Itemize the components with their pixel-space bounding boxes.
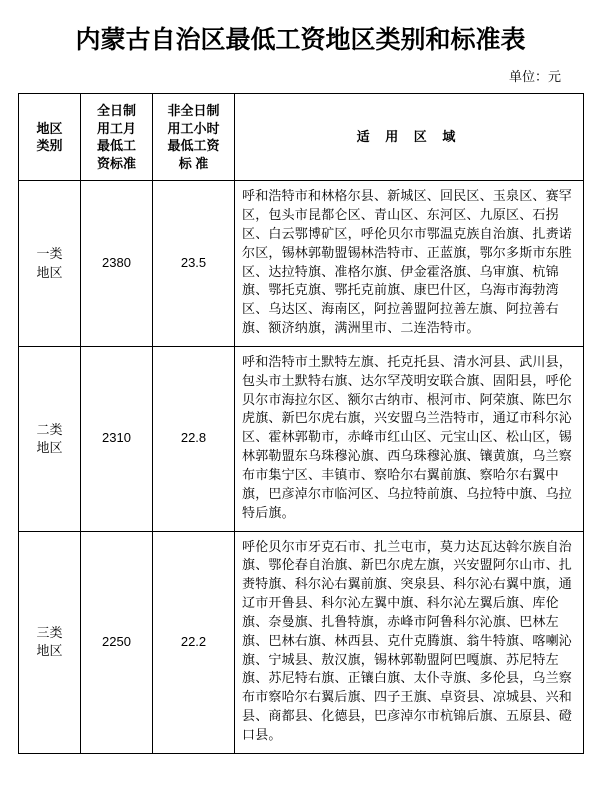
category-line: 地区: [36, 643, 63, 659]
category-line: 二类: [36, 421, 63, 437]
cell-hourly-wage: 22.2: [153, 531, 235, 753]
cell-applicable-area: 呼和浩特市和林格尔县、新城区、回民区、玉泉区、赛罕区，包头市昆都仑区、青山区、东河区、九原区、石拐区、白云鄂博矿区，呼伦贝尔市鄂温克族自治旗、扎赉诺尔区，锡林郭勒盟锡林浩特市、正蓝旗，鄂尔多斯市东胜区、达拉特旗、准格尔旗、伊金霍洛旗、乌审旗、杭锦旗、鄂托克旗、鄂托克前旗、康巴什区，乌海市海勃湾区、乌达区、海南区，阿拉善盟阿拉善左旗、阿拉善右旗、额济纳旗，满洲里市、二连浩特市。: [235, 181, 584, 347]
cell-region-category: [19, 531, 81, 753]
header-line: 用工小时: [167, 120, 220, 136]
header-line: 用工月: [96, 120, 136, 136]
column-header-hourly-minimum-wage: [153, 94, 235, 181]
cell-monthly-wage: 2250: [81, 531, 153, 753]
column-header-monthly-minimum-wage: [81, 94, 153, 181]
column-header-region-category: [19, 94, 81, 181]
header-line: 最低工: [96, 138, 136, 154]
header-line: 标 准: [178, 155, 209, 171]
header-line: 类别: [36, 138, 63, 154]
cell-hourly-wage: 23.5: [153, 181, 235, 347]
cell-monthly-wage: 2310: [81, 346, 153, 531]
category-line: 三类: [36, 624, 63, 640]
cell-hourly-wage: 22.8: [153, 346, 235, 531]
header-line: 全日制: [96, 103, 136, 118]
unit-note: 单位：元: [508, 69, 561, 84]
table-row: [19, 181, 584, 347]
cell-region-category: [19, 346, 81, 531]
table-body: [19, 181, 584, 754]
header-line: 地区: [36, 120, 63, 136]
table-row: [19, 346, 584, 531]
category-line: 地区: [36, 439, 63, 455]
cell-applicable-area: 呼和浩特市土默特左旗、托克托县、清水河县、武川县，包头市土默特右旗、达尔罕茂明安联合旗、固阳县，呼伦贝尔市海拉尔区、额尔古纳市、根河市、阿荣旗、陈巴尔虎旗、新巴尔虎右旗，兴安盟乌兰浩特市，通辽市科尔沁区、霍林郭勒市，赤峰市红山区、元宝山区、松山区，锡林郭勒盟东乌珠穆沁旗、西乌珠穆沁旗、镶黄旗，乌兰察布市集宁区、丰镇市、察哈尔右翼前旗、察哈尔右翼中旗，巴彦淖尔市临河区、乌拉特前旗、乌拉特中旗、乌拉特后旗。: [235, 346, 584, 531]
column-header-applicable-area: [235, 94, 584, 181]
header-line: 资标准: [96, 155, 136, 171]
cell-region-category: [19, 181, 81, 347]
header-line: 最低工资: [167, 138, 220, 154]
category-line: 一类: [36, 246, 63, 262]
header-line: 适 用 区 域: [356, 128, 462, 144]
wage-standard-table: [18, 93, 584, 754]
category-line: 地区: [36, 264, 63, 280]
table-header-row: [19, 94, 584, 181]
cell-monthly-wage: 2380: [81, 181, 153, 347]
table-header: [19, 94, 584, 181]
page-title: 内蒙古自治区最低工资地区类别和标准表: [75, 27, 526, 54]
header-line: 非全日制: [167, 103, 220, 118]
table-row: [19, 531, 584, 753]
cell-applicable-area: 呼伦贝尔市牙克石市、扎兰屯市，莫力达瓦达斡尔族自治旗、鄂伦春自治旗、新巴尔虎左旗，兴安盟阿尔山市、扎赉特旗、科尔沁右翼前旗、突泉县、科尔沁右翼中旗，通辽市开鲁县、科尔沁左翼中旗、科尔沁左翼后旗、库伦旗、奈曼旗、扎鲁特旗，赤峰市阿鲁科尔沁旗、巴林左旗、巴林右旗、林西县、克什克腾旗、翁牛特旗、喀喇沁旗、宁城县、敖汉旗，锡林郭勒盟阿巴嘎旗、苏尼特左旗、苏尼特右旗、正镶白旗、太仆寺旗、多伦县，乌兰察布市察哈尔右翼后旗、四子王旗、卓资县、凉城县、兴和县、商都县、化德县，巴彦淖尔市杭锦后旗、五原县、磴口县。: [235, 531, 584, 753]
